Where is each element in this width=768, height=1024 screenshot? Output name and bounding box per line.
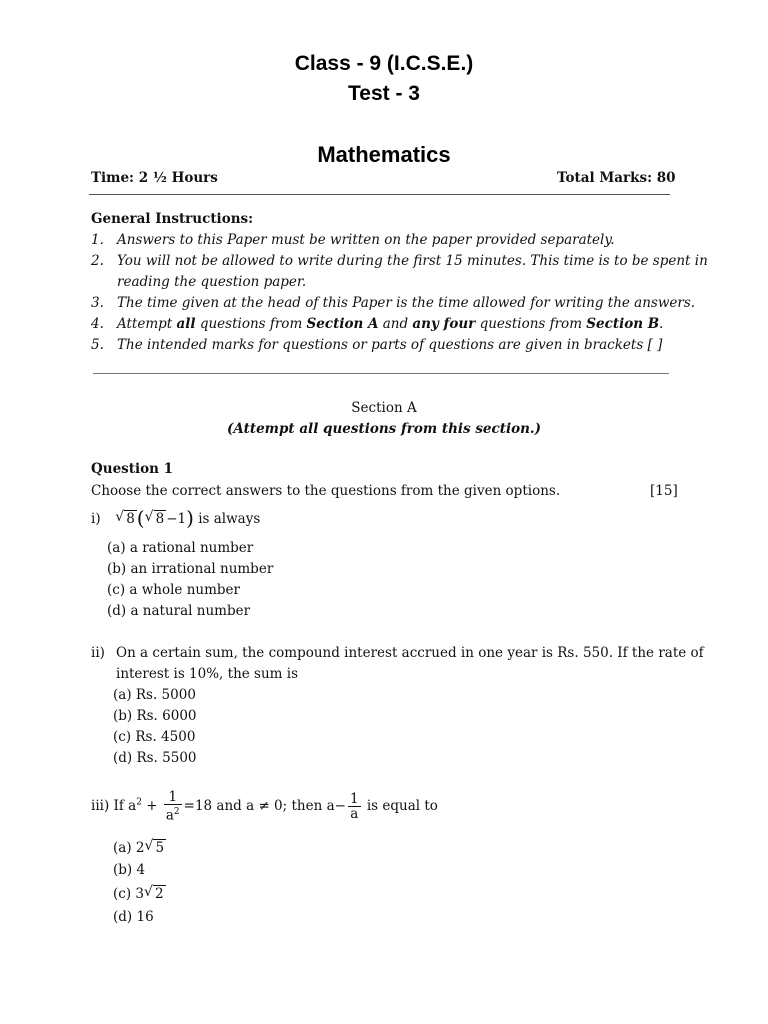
time-label: Time: 2 ½ Hours xyxy=(91,170,218,186)
question-prompt: Choose the correct answers to the questions from the given options. xyxy=(91,483,561,499)
option-label: (a) xyxy=(113,840,132,856)
emphasis-all: all xyxy=(176,316,196,332)
radicand: 2 xyxy=(155,886,164,902)
option-label: (d) xyxy=(113,909,133,925)
coefficient: 3 xyxy=(135,886,144,902)
option xyxy=(113,862,145,878)
instruction-number: 5. xyxy=(91,337,104,353)
denominator: a xyxy=(350,805,359,822)
option xyxy=(113,886,166,902)
subquestion-2-line2: interest is 10%, the sum is xyxy=(116,666,298,682)
option xyxy=(113,909,154,925)
radicand: 8 xyxy=(126,511,135,527)
total-marks-label: Total Marks: 80 xyxy=(557,170,676,186)
option: (d) a natural number xyxy=(107,603,251,619)
emphasis-section-b: Section B xyxy=(586,316,660,332)
option: (a) Rs. 5000 xyxy=(113,687,196,703)
fraction-one-over-a xyxy=(348,792,361,821)
option: (c) Rs. 4500 xyxy=(113,729,196,745)
instruction-part: and xyxy=(378,316,413,332)
sqrt-symbol xyxy=(144,840,166,856)
option: (d) Rs. 5500 xyxy=(113,750,197,766)
test-title: Test - 3 xyxy=(348,82,420,105)
variable-a: a xyxy=(128,797,137,814)
subquestion-label: ii) xyxy=(91,645,105,661)
exponent: 2 xyxy=(136,797,142,808)
option-label: (c) xyxy=(113,886,132,902)
subquestion-3 xyxy=(91,790,438,823)
radicand: 8 xyxy=(155,511,165,527)
instruction-number: 4. xyxy=(91,316,104,332)
section-title: Section A xyxy=(351,400,417,416)
coefficient: 2 xyxy=(135,840,145,856)
instructions-heading: General Instructions: xyxy=(91,211,254,227)
minus-sign: − xyxy=(334,797,346,814)
emphasis-any-four: any four xyxy=(412,316,476,332)
instructions-divider xyxy=(93,373,669,374)
denominator xyxy=(164,805,182,823)
question-heading: Question 1 xyxy=(91,461,174,477)
denominator-base: a xyxy=(165,807,174,824)
class-title: Class - 9 (I.C.S.E.) xyxy=(294,52,474,75)
emphasis-section-a: Section A xyxy=(306,316,379,332)
instruction-text: Answers to this Paper must be written on the paper provided separately. xyxy=(117,232,615,248)
exponent: 2 xyxy=(173,807,180,817)
instruction-text: The intended marks for questions or parts of questions are given in brackets [ ] xyxy=(117,337,663,353)
instruction-part: questions from xyxy=(195,316,307,332)
question-marks: [15] xyxy=(650,483,678,499)
instruction-number: 3. xyxy=(91,295,104,311)
option: (c) a whole number xyxy=(107,582,240,598)
instruction-number: 1. xyxy=(91,232,104,248)
option: (b) Rs. 6000 xyxy=(113,708,197,724)
subquestion-1 xyxy=(91,506,261,530)
radicand: 5 xyxy=(155,840,165,856)
instruction-number: 2. xyxy=(91,253,104,269)
subquestion-label: i) xyxy=(91,511,101,527)
numerator: 1 xyxy=(349,790,359,807)
option-value: 16 xyxy=(136,909,154,925)
instruction-text: The time given at the head of this Paper is the time allowed for writing the answers. xyxy=(117,295,696,311)
plus-sign: + xyxy=(146,797,158,814)
header-divider xyxy=(89,194,670,195)
sqrt-symbol xyxy=(115,511,137,527)
instruction-part: questions from xyxy=(475,316,587,332)
close-paren: ) xyxy=(186,506,194,530)
option: (b) an irrational number xyxy=(107,561,274,577)
numerator: 1 xyxy=(164,790,182,805)
minus-one: −1 xyxy=(166,511,187,527)
instruction-part: . xyxy=(659,316,664,332)
option-label: (b) xyxy=(113,862,133,878)
option: (a) a rational number xyxy=(107,540,254,556)
instruction-text: You will not be allowed to write during the first 15 minutes. This time is to be spent in xyxy=(117,253,708,269)
subquestion-label: iii) If xyxy=(91,797,124,814)
subquestion-tail: is equal to xyxy=(366,797,438,814)
instruction-text xyxy=(117,316,663,332)
subquestion-tail: is always xyxy=(198,511,261,527)
instruction-part: Attempt xyxy=(117,316,177,332)
open-paren: ( xyxy=(136,506,145,530)
sqrt-symbol xyxy=(144,886,166,902)
fraction-one-over-a-squared xyxy=(164,790,182,823)
subquestion-2-line1: On a certain sum, the compound interest accrued in one year is Rs. 550. If the rate of xyxy=(116,645,704,661)
instruction-text-continued: reading the question paper. xyxy=(117,274,307,290)
equation-text: =18 and a ≠ 0; then xyxy=(183,797,323,814)
subject-title: Mathematics xyxy=(317,142,451,167)
section-subtitle: (Attempt all questions from this section.) xyxy=(226,421,542,437)
sqrt-symbol xyxy=(145,511,167,527)
option-value: 4 xyxy=(136,862,146,878)
variable-a: a xyxy=(326,797,335,814)
option xyxy=(113,840,166,856)
